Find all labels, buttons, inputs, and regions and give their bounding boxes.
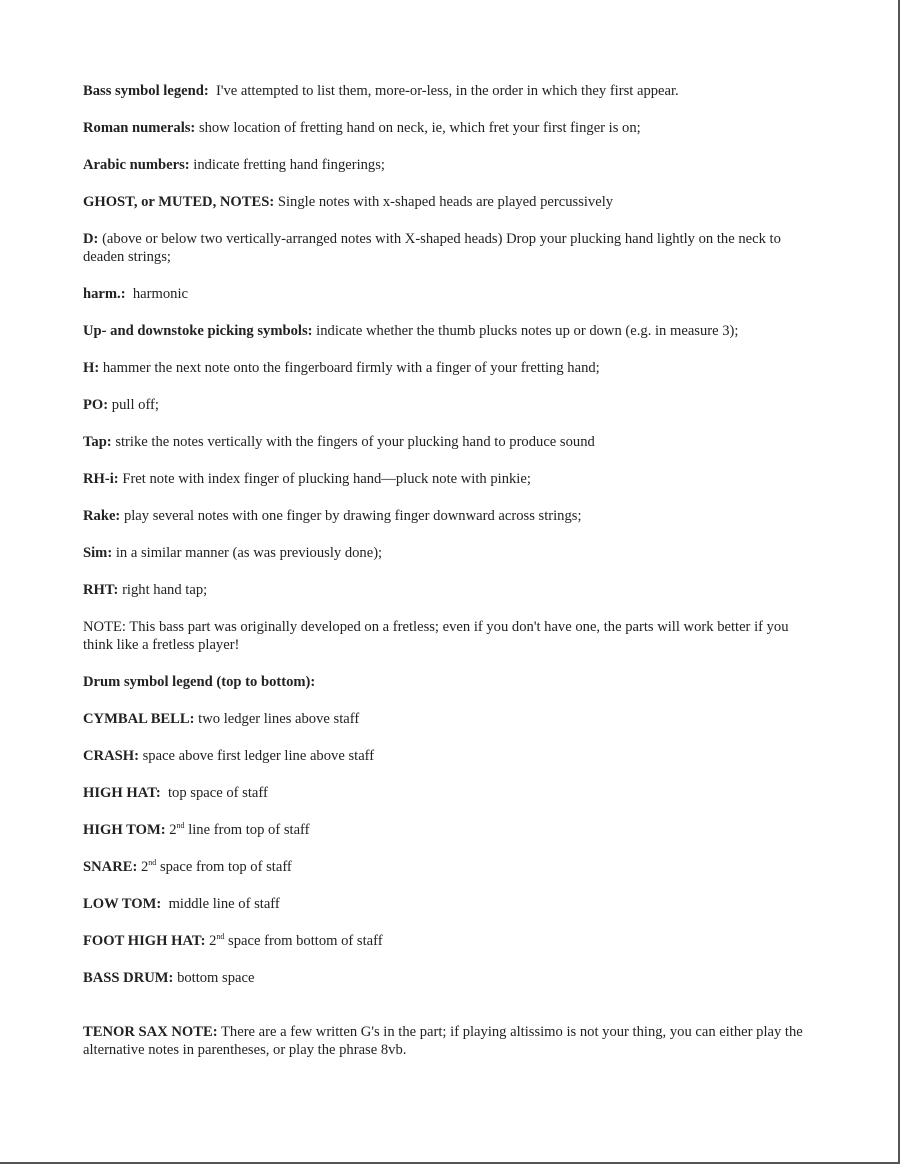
legend-term: GHOST, or MUTED, NOTES: — [83, 194, 275, 210]
legend-desc: show location of fretting hand on neck, ie, which fret your first finger is on; — [198, 120, 641, 136]
legend-desc: hammer the next note onto the fingerboard firmly with a finger of your fretting hand; — [102, 360, 600, 376]
legend-desc: space from bottom of staff — [228, 933, 383, 949]
legend-desc: play several notes with one finger by drawing finger downward across strings; — [123, 508, 582, 524]
tenor-sax-note — [83, 1023, 818, 1059]
legend-item — [83, 895, 818, 913]
legend-desc: space from top of staff — [159, 859, 292, 875]
legend-term: Tap: — [83, 434, 112, 450]
legend-desc: I've attempted to list them, more-or-less, in the order in which they first appear. — [215, 83, 679, 99]
legend-desc: indicate fretting hand fingerings; — [193, 157, 385, 173]
legend-item — [83, 119, 818, 137]
legend-term: RHT: — [83, 582, 119, 598]
legend-desc: in a similar manner (as was previously done); — [115, 545, 383, 561]
legend-item: FOOT HIGH HAT: 2nd space from bottom of staff — [83, 932, 383, 949]
legend-desc: Fret note with index finger of plucking hand—pluck note with pinkie; — [122, 471, 531, 487]
legend-item — [83, 322, 818, 340]
fretless-note: NOTE: This bass part was originally developed on a fretless; even if you don't have one, the parts will work better if you think like a fretless player! — [83, 619, 789, 653]
legend-item — [83, 470, 818, 488]
legend-term: Up- and downstoke picking symbols: — [83, 323, 313, 339]
drum-legend — [83, 673, 818, 987]
legend-term: Arabic numbers: — [83, 157, 190, 173]
legend-item — [83, 285, 818, 303]
legend-item — [83, 747, 818, 765]
legend-term: BASS DRUM: — [83, 970, 174, 986]
legend-term: D: — [83, 231, 99, 247]
legend-desc: (above or below two vertically-arranged notes with X-shaped heads) Drop your plucking hand lightly on the neck to deaden strings; — [83, 231, 781, 265]
legend-item — [83, 710, 818, 728]
legend-term: H: — [83, 360, 100, 376]
legend-desc: Single notes with x-shaped heads are played percussively — [277, 194, 614, 210]
legend-item — [83, 359, 818, 377]
legend-term: PO: — [83, 397, 109, 413]
legend-term: LOW TOM: — [83, 896, 162, 912]
legend-desc: There are a few written G's in the part; if playing altissimo is not your thing, you can either play the alternative notes in parentheses, or play the phrase 8vb. — [83, 1024, 803, 1058]
legend-item — [83, 581, 818, 599]
legend-item — [83, 433, 818, 451]
legend-term: CRASH: — [83, 748, 139, 764]
legend-item — [83, 230, 818, 266]
legend-term: CYMBAL BELL: — [83, 711, 195, 727]
legend-item — [83, 544, 818, 562]
legend-desc: pull off; — [111, 397, 159, 413]
legend-desc: indicate whether the thumb plucks notes up or down (e.g. in measure 3); — [316, 323, 739, 339]
legend-desc: bottom space — [177, 970, 255, 986]
legend-desc: line from top of staff — [188, 822, 310, 838]
bass-legend — [83, 82, 818, 599]
drum-legend-heading: Drum symbol legend (top to bottom): — [83, 674, 316, 690]
legend-item — [83, 193, 818, 211]
legend-term: Bass symbol legend: — [83, 83, 209, 99]
legend-term: TENOR SAX NOTE: — [83, 1024, 218, 1040]
legend-item — [83, 784, 818, 802]
legend-desc: middle line of staff — [168, 896, 280, 912]
legend-term: FOOT HIGH HAT: — [83, 933, 206, 949]
legend-desc: strike the notes vertically with the fingers of your plucking hand to produce sound — [115, 434, 595, 450]
legend-term: HIGH TOM: — [83, 822, 166, 838]
legend-term: Rake: — [83, 508, 121, 524]
legend-desc: two ledger lines above staff — [198, 711, 360, 727]
legend-term: Roman numerals: — [83, 120, 196, 136]
legend-item: SNARE: 2nd space from top of staff — [83, 858, 292, 875]
legend-item: HIGH TOM: 2nd line from top of staff — [83, 821, 310, 838]
legend-desc: harmonic — [132, 286, 188, 302]
legend-term: RH-i: — [83, 471, 119, 487]
legend-item — [83, 396, 818, 414]
legend-desc: space above first ledger line above staff — [142, 748, 375, 764]
document-body — [83, 82, 818, 1078]
legend-desc: right hand tap; — [122, 582, 208, 598]
legend-term: SNARE: — [83, 859, 138, 875]
legend-item — [83, 156, 818, 174]
legend-term: HIGH HAT: — [83, 785, 161, 801]
bass-legend-heading — [83, 82, 818, 100]
legend-item — [83, 969, 818, 987]
legend-term: Sim: — [83, 545, 113, 561]
legend-desc: top space of staff — [168, 785, 268, 801]
legend-term: harm.: — [83, 286, 126, 302]
legend-item — [83, 507, 818, 525]
